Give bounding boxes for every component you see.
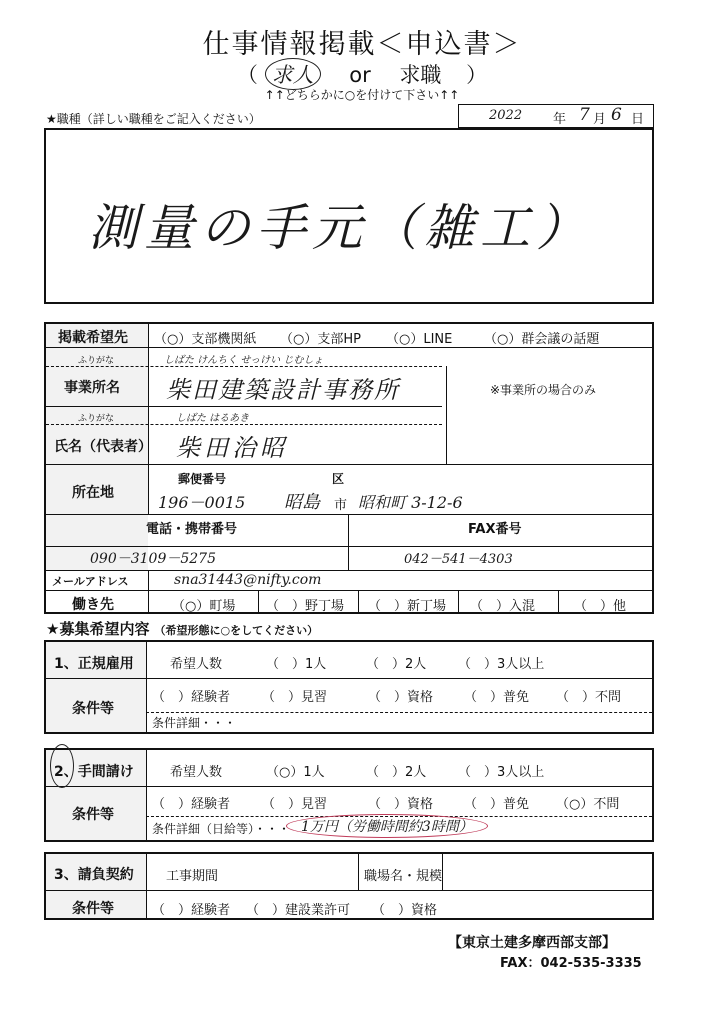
piecework-count-1[interactable]: （○）1人 xyxy=(266,765,325,780)
day-label: 日 xyxy=(631,112,645,127)
fax-value[interactable]: 042－541－4303 xyxy=(404,552,513,567)
regular-cond-1[interactable]: （ ）経験者 xyxy=(152,690,231,705)
rep-furigana[interactable]: しばた はるあき xyxy=(176,413,250,424)
regular-detail-label: 条件詳細・・・ xyxy=(152,716,237,730)
year-label: 年 xyxy=(553,112,567,127)
publish-option-2[interactable]: （○）支部HP xyxy=(280,332,361,347)
regular-cond-2[interactable]: （ ）見習 xyxy=(262,690,328,705)
regular-title: 1、正規雇用 xyxy=(54,656,134,672)
occupation-box[interactable] xyxy=(44,128,654,304)
regular-count-3[interactable]: （ ）3人以上 xyxy=(458,657,545,672)
occupation-label: ★職種（詳しい職種をご記入ください） xyxy=(46,112,261,126)
postal-value[interactable]: 196－0015 xyxy=(158,493,246,512)
date-year[interactable]: 2022 xyxy=(489,108,523,123)
workplace-label: 働き先 xyxy=(72,597,114,613)
option-job[interactable]: 求人 xyxy=(265,58,321,90)
date-box xyxy=(458,104,654,128)
section-contract xyxy=(44,852,654,920)
street-value[interactable]: 昭和町 3-12-6 xyxy=(358,493,463,512)
email-value[interactable]: sna31443@nifty.com xyxy=(174,572,322,588)
workplace-option-2[interactable]: （ ）野丁場 xyxy=(266,599,345,614)
ward-label: 区 xyxy=(332,472,345,486)
workplace-option-5[interactable]: （ ）他 xyxy=(574,599,627,614)
piecework-count-2[interactable]: （ ）2人 xyxy=(366,765,427,780)
piecework-cond-2[interactable]: （ ）見習 xyxy=(262,797,328,812)
publish-option-4[interactable]: （○）群会議の話題 xyxy=(484,332,600,347)
selection-hint: ↑↑どちらかに○を付けて下さい↑↑ xyxy=(264,88,460,102)
contract-cond-3[interactable]: （ ）資格 xyxy=(372,903,438,918)
publish-option-3[interactable]: （○）LINE xyxy=(386,332,453,347)
option-seek[interactable]: 求職 xyxy=(399,63,442,87)
workplace-option-1[interactable]: （○）町場 xyxy=(172,599,236,614)
footer-fax: FAX：042-535-3335 xyxy=(500,956,642,971)
piecework-cond-3[interactable]: （ ）資格 xyxy=(368,797,434,812)
or-text: or xyxy=(349,63,371,87)
city-label: 市 xyxy=(334,498,348,513)
regular-cond-5[interactable]: （ ）不問 xyxy=(556,690,622,705)
date-day[interactable]: 6 xyxy=(611,105,622,125)
company-label: 事業所名 xyxy=(64,380,120,396)
furigana-label: ふりがな xyxy=(78,356,115,366)
piecework-title: 2、手間請け xyxy=(54,764,134,780)
company-value[interactable]: 柴田建築設計事務所 xyxy=(166,376,400,404)
rep-label: 氏名（代表者） xyxy=(54,439,152,455)
form-title: 仕事情報掲載＜申込書＞ xyxy=(202,29,522,60)
contract-cond-2[interactable]: （ ）建設業許可 xyxy=(246,903,351,918)
piecework-cond-1[interactable]: （ ）経験者 xyxy=(152,797,231,812)
date-month[interactable]: 7 xyxy=(579,105,590,125)
publish-label: 掲載希望先 xyxy=(58,330,128,346)
section-piecework xyxy=(44,748,654,842)
publish-option-1[interactable]: （○）支部機関紙 xyxy=(154,332,257,347)
month-label: 月 xyxy=(593,112,607,127)
piecework-cond-label: 条件等 xyxy=(72,807,114,823)
regular-cond-label: 条件等 xyxy=(72,701,114,717)
footer-org: 【東京土建多摩西部支部】 xyxy=(448,935,616,951)
furigana-label-2: ふりがな xyxy=(78,414,115,424)
workplace-option-3[interactable]: （ ）新丁場 xyxy=(368,599,447,614)
piecework-count-3[interactable]: （ ）3人以上 xyxy=(458,765,545,780)
occupation-value: 測量の手元（雑工） xyxy=(88,199,592,257)
postal-label: 郵便番号 xyxy=(178,472,227,486)
recruit-heading-row xyxy=(46,618,318,639)
piecework-detail-value[interactable]: 1万円（労働時間約3時間） xyxy=(286,814,488,838)
piecework-count-label: 希望人数 xyxy=(170,765,223,780)
phone-value[interactable]: 090－3109－5275 xyxy=(90,551,216,567)
contract-cond-1[interactable]: （ ）経験者 xyxy=(152,903,231,918)
regular-cond-4[interactable]: （ ）普免 xyxy=(464,690,530,705)
regular-count-label: 希望人数 xyxy=(170,657,223,672)
company-note: ※事業所の場合のみ xyxy=(490,383,597,397)
paren-open: （ xyxy=(236,63,258,87)
paren-close: ） xyxy=(466,63,488,87)
piecework-detail-label: 条件詳細（日給等）・・・ xyxy=(152,822,291,836)
address-label: 所在地 xyxy=(72,485,114,501)
regular-count-2[interactable]: （ ）2人 xyxy=(366,657,427,672)
company-furigana[interactable]: しばた けんちく せっけい じむしょ xyxy=(164,355,324,366)
city-value[interactable]: 昭島 xyxy=(284,492,320,513)
email-label: メールアドレス xyxy=(52,575,129,588)
regular-count-1[interactable]: （ ）1人 xyxy=(266,657,327,672)
contract-scale-label: 職場名・規模 xyxy=(364,869,443,884)
fax-label: FAX番号 xyxy=(468,522,522,537)
info-table xyxy=(44,322,654,614)
piecework-cond-4[interactable]: （ ）普免 xyxy=(464,797,530,812)
recruit-heading: ★募集希望内容 xyxy=(46,620,150,638)
workplace-option-4[interactable]: （ ）入混 xyxy=(470,599,536,614)
piecework-cond-5[interactable]: （○）不問 xyxy=(556,797,620,812)
regular-cond-3[interactable]: （ ）資格 xyxy=(368,690,434,705)
contract-period-label: 工事期間 xyxy=(166,869,219,884)
recruit-heading-note: （希望形態に○をしてください） xyxy=(154,624,319,637)
phone-label: 電話・携帯番号 xyxy=(146,522,238,537)
contract-title: 3、請負契約 xyxy=(54,867,134,883)
section-regular xyxy=(44,640,654,734)
rep-value[interactable]: 柴田治昭 xyxy=(176,434,288,462)
contract-cond-label: 条件等 xyxy=(72,901,114,917)
